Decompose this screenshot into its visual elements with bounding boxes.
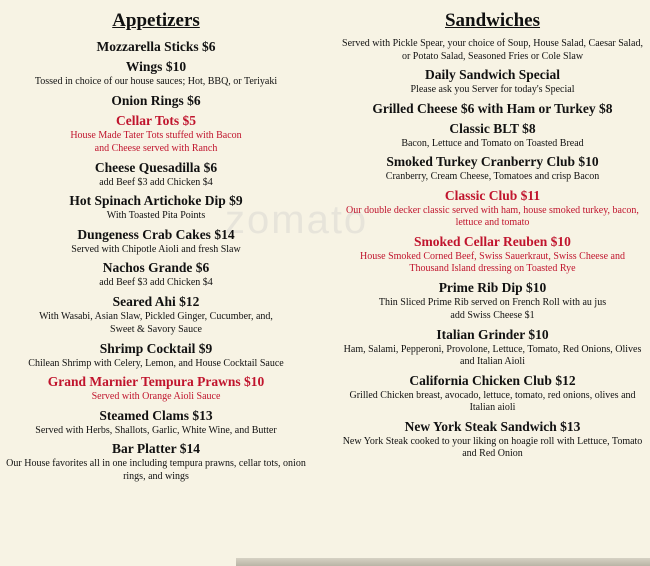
item-desc-bar-platter: Our House favorites all in one including tempura prawns, cellar tots, onion rings, and wings — [6, 458, 306, 482]
item-desc-steamed-clams: Served with Herbs, Shallots, Garlic, White Wine, and Butter — [35, 424, 277, 436]
menu-item-seared-ahi: Seared Ahi $12 — [112, 293, 200, 309]
sandwiches-column — [340, 8, 645, 462]
menu-item-grilled-cheese: Grilled Cheese $6 with Ham or Turkey $8 — [372, 100, 613, 116]
item-desc-spinach-artichoke-dip: With Toasted Pita Points — [106, 210, 206, 221]
item-desc-crab-cakes: Served with Chipotle Aioli and fresh Slaw — [71, 243, 241, 255]
item-desc-turkey-cranberry-club: Cranberry, Cream Cheese, Tomatoes and crisp Bacon — [385, 171, 600, 182]
menu-item-nachos-grande: Nachos Grande $6 — [102, 260, 210, 275]
menu-item-italian-grinder: Italian Grinder $10 — [436, 326, 549, 342]
appetizers-heading: Appetizers — [112, 10, 200, 31]
menu-item-spinach-artichoke-dip: Hot Spinach Artichoke Dip $9 — [69, 193, 243, 208]
menu-item-crab-cakes: Dungeness Crab Cakes $14 — [77, 226, 235, 242]
item-desc-cheese-quesadilla: add Beef $3 add Chicken $4 — [99, 176, 213, 188]
item-desc-tempura-prawns: Served with Orange Aioli Sauce — [91, 391, 221, 402]
item-desc-nachos-grande: add Beef $3 add Chicken $4 — [99, 277, 213, 288]
menu-item-california-chicken-club: California Chicken Club $12 — [409, 372, 576, 388]
menu-item-turkey-cranberry-club: Smoked Turkey Cranberry Club $10 — [386, 154, 599, 169]
item-desc-classic-blt: Bacon, Lettuce and Tomato on Toasted Bread — [401, 137, 584, 149]
menu-item-prime-rib-dip: Prime Rib Dip $10 — [438, 279, 547, 295]
item-desc-cellar-tots-2: and Cheese served with Ranch — [94, 143, 218, 154]
sandwiches-heading: Sandwiches — [444, 10, 541, 31]
menu-item-bar-platter: Bar Platter $14 — [112, 441, 200, 456]
menu-item-mozzarella-sticks: Mozzarella Sticks $6 — [96, 39, 216, 54]
menu-item-tempura-prawns: Grand Marnier Tempura Prawns $10 — [47, 374, 265, 389]
menu-item-classic-blt: Classic BLT $8 — [449, 120, 536, 136]
item-desc-italian-grinder: Ham, Salami, Pepperoni, Provolone, Lettuce, Tomato, Red Onions, Olives and Italian Aioli — [343, 343, 642, 367]
item-desc-ny-steak-sandwich: New York Steak cooked to your liking on hoagie roll with Lettuce, Tomato and Red Onion — [342, 435, 643, 459]
menu-item-steamed-clams: Steamed Clams $13 — [99, 407, 213, 423]
watermark-zomato: zomato — [225, 198, 369, 242]
sandwiches-intro: Served with Pickle Spear, your choice of Soup, House Salad, Caesar Salad, or Potato Salad, Seasoned Fries or Cole Slaw — [342, 38, 643, 62]
menu-item-cheese-quesadilla: Cheese Quesadilla $6 — [94, 159, 218, 175]
item-desc-seared-ahi-2: Sweet & Savory Sauce — [110, 324, 202, 335]
menu-item-ny-steak-sandwich: New York Steak Sandwich $13 — [404, 418, 581, 434]
item-desc-smoked-reuben: House Smoked Corned Beef, Swiss Sauerkraut, Swiss Cheese and Thousand Island dressing on Toasted Rye — [360, 250, 625, 274]
menu-item-cellar-tots: Cellar Tots $5 — [115, 112, 196, 128]
menu-item-shrimp-cocktail: Shrimp Cocktail $9 — [99, 340, 213, 356]
menu-item-smoked-reuben: Smoked Cellar Reuben $10 — [414, 233, 571, 249]
item-desc-daily-special: Please ask you Server for today's Special — [410, 84, 575, 95]
menu-item-daily-special: Daily Sandwich Special — [424, 67, 561, 82]
page-edge-strip — [236, 558, 650, 566]
menu-item-wings: Wings $10 — [125, 59, 187, 74]
item-desc-classic-club: Our double decker classic served with ham, house smoked turkey, bacon, lettuce and tomato — [346, 204, 639, 228]
item-desc-shrimp-cocktail: Chilean Shrimp with Celery, Lemon, and House Cocktail Sauce — [28, 357, 284, 369]
item-desc-cellar-tots: House Made Tater Tots stuffed with Bacon — [70, 129, 242, 141]
item-desc-prime-rib-dip-2: add Swiss Cheese $1 — [450, 310, 535, 321]
menu-item-onion-rings: Onion Rings $6 — [111, 92, 201, 108]
menu-item-classic-club: Classic Club $11 — [444, 187, 541, 203]
item-desc-prime-rib-dip: Thin Sliced Prime Rib served on French Roll with au jus — [378, 296, 607, 308]
appetizers-column — [6, 8, 306, 484]
item-desc-seared-ahi: With Wasabi, Asian Slaw, Pickled Ginger, Cucumber, and, — [39, 310, 273, 322]
item-desc-california-chicken-club: Grilled Chicken breast, avocado, lettuce, tomato, red onions, olives and Italian aioli — [349, 389, 636, 413]
item-desc-wings: Tossed in choice of our house sauces; Hot, BBQ, or Teriyaki — [34, 76, 278, 87]
